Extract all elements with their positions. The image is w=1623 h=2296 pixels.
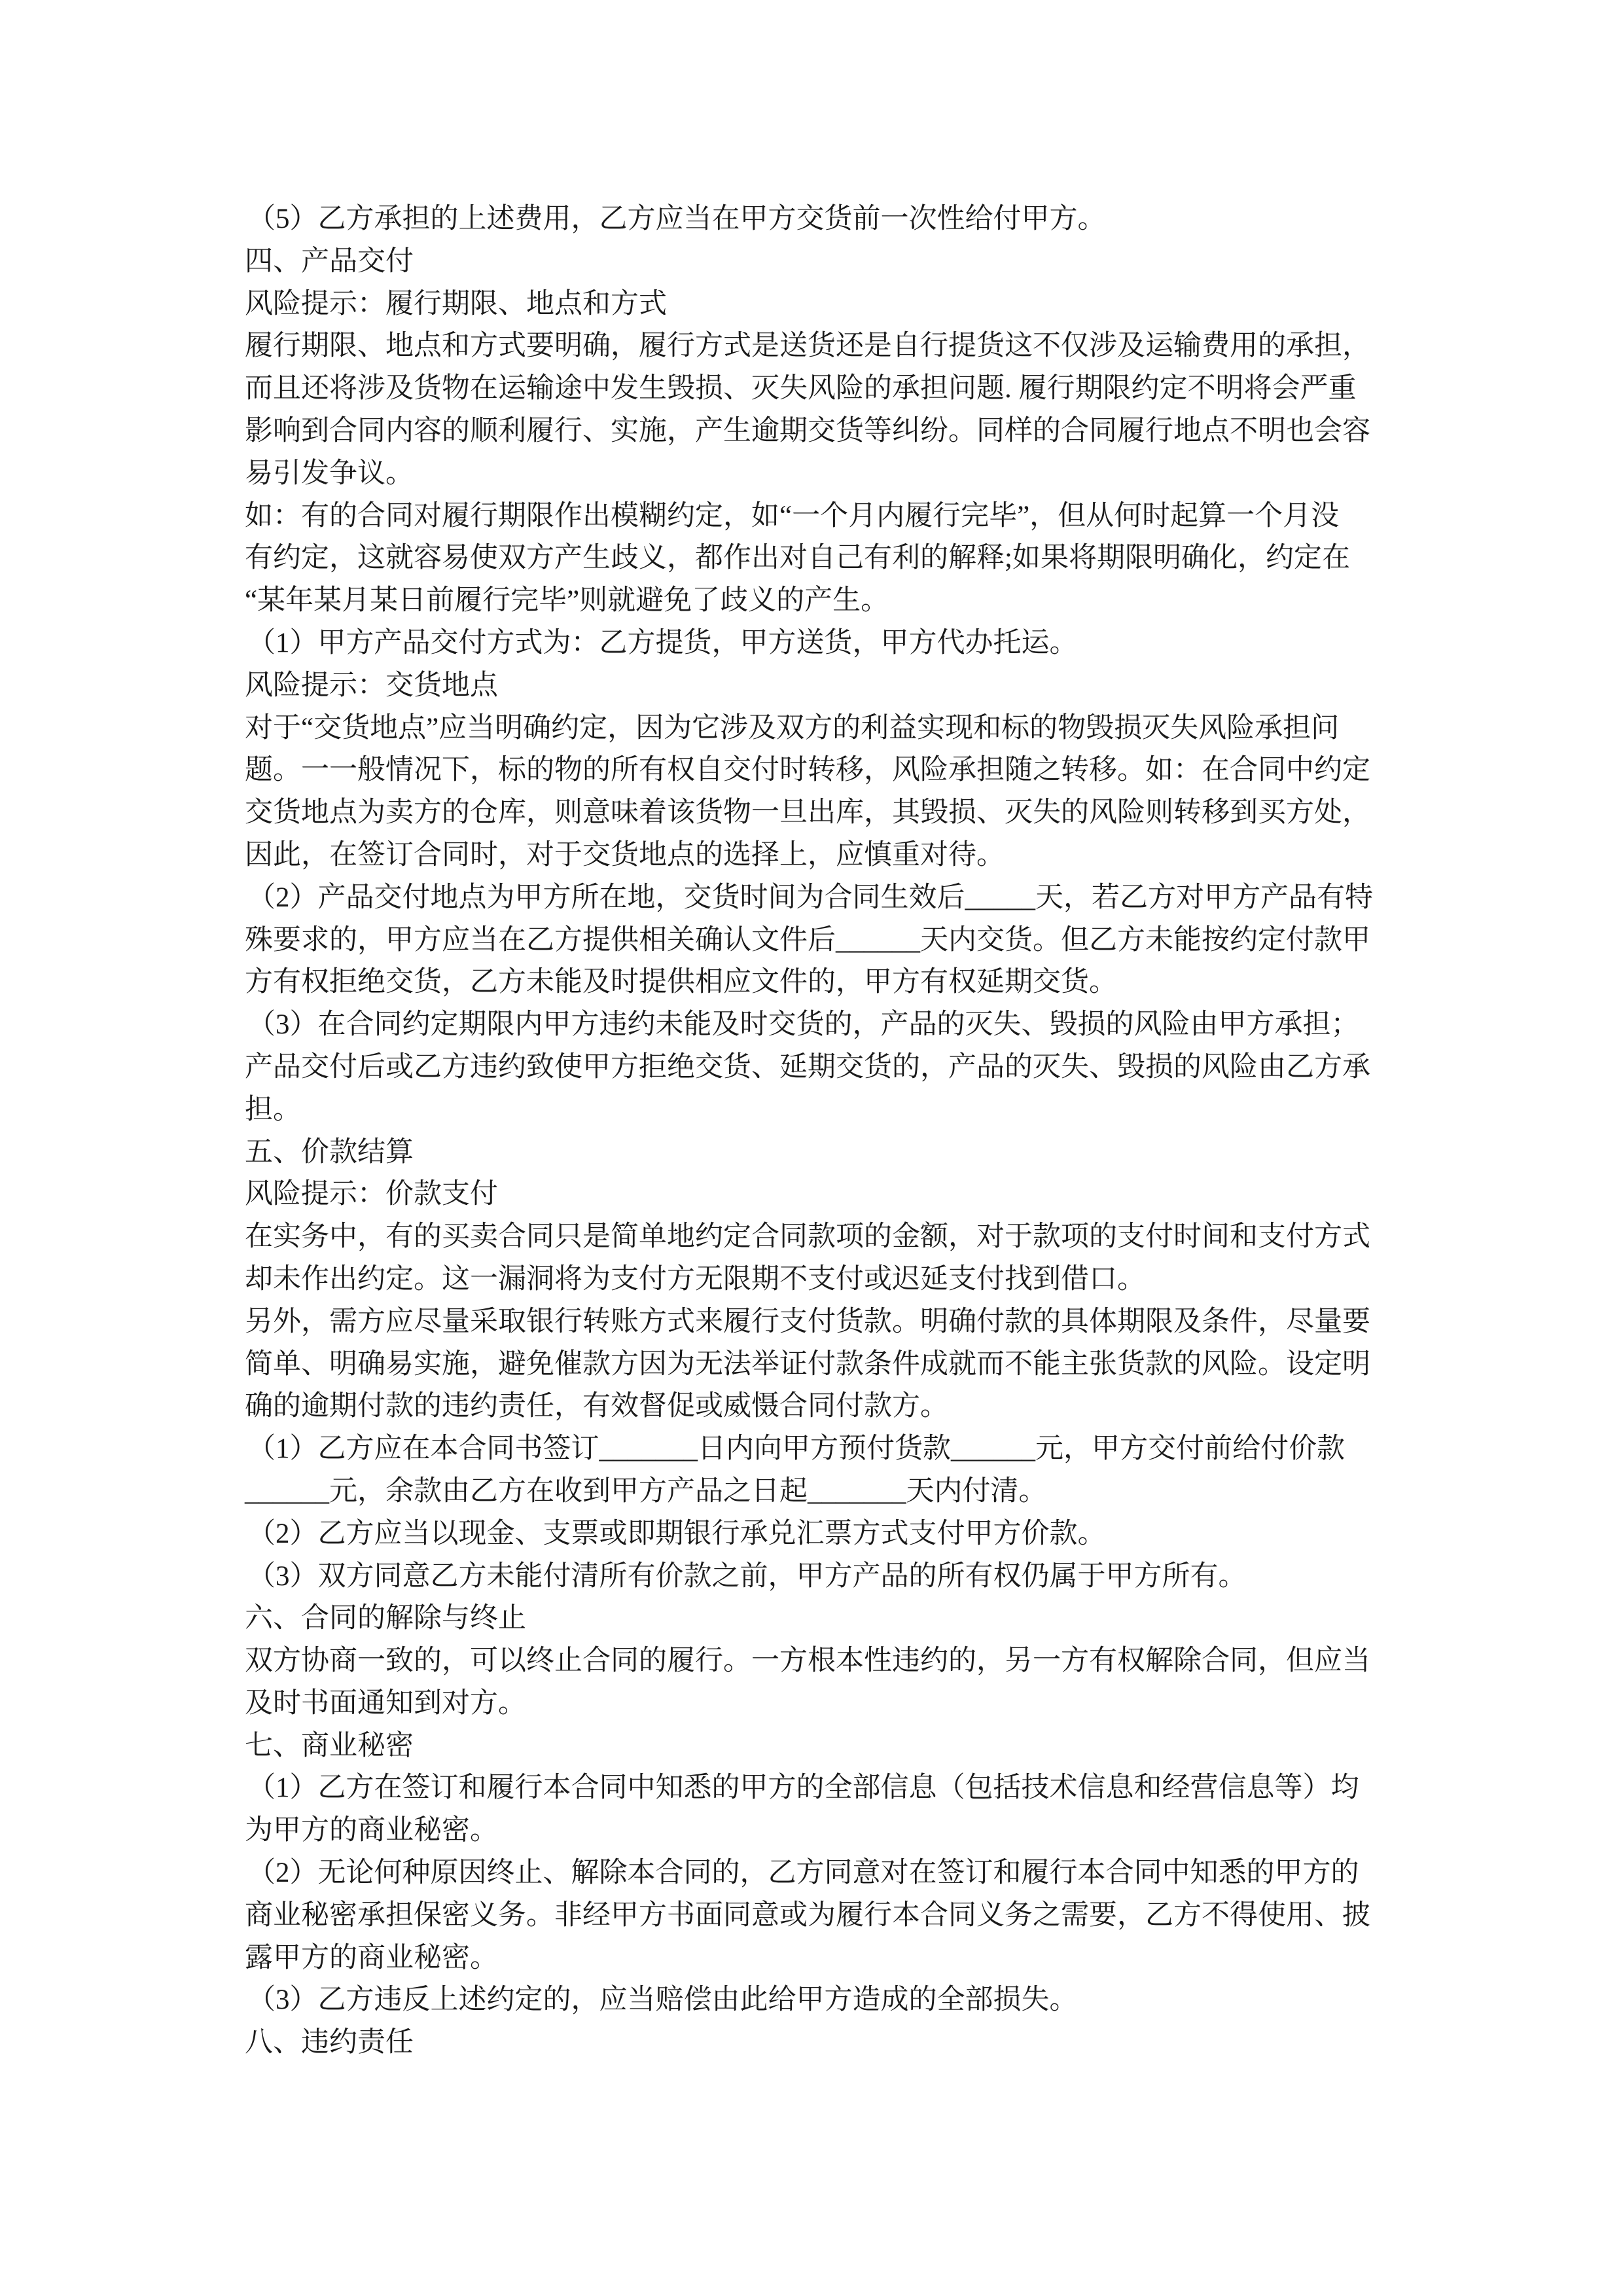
- paragraph-line: 确的逾期付款的违约责任，有效督促或威慑合同付款方。: [245, 1391, 948, 1422]
- paragraph-line: 在实务中，有的买卖合同只是简单地约定合同款项的金额，对于款项的支付时间和支付方式: [245, 1221, 1370, 1253]
- clause-line: （2）乙方应当以现金、支票或即期银行承兑汇票方式支付甲方价款。: [247, 1518, 1106, 1549]
- paragraph-line: 易引发争议。: [245, 457, 414, 489]
- section-heading: 八、违约责任: [245, 2027, 414, 2058]
- paragraph-line: 如：有的合同对履行期限作出模糊约定，如“一个月内履行完毕”，但从何时起算一个月没: [245, 500, 1340, 531]
- risk-tip-title: 风险提示：价款支付: [245, 1179, 498, 1210]
- clause-line: （1）甲方产品交付方式为：乙方提货，甲方送货，甲方代办托运。: [247, 627, 1078, 658]
- paragraph-line: 另外，需方应尽量采取银行转账方式来履行支付货款。明确付款的具体期限及条件，尽量要: [245, 1306, 1370, 1337]
- paragraph-line: 双方协商一致的，可以终止合同的履行。一方根本性违约的，另一方有权解除合同，但应当: [245, 1645, 1370, 1677]
- paragraph-line: 交货地点为卖方的仓库，则意味着该货物一旦出库，其毁损、灭失的风险则转移到买方处，: [245, 797, 1370, 829]
- section-heading: 四、产品交付: [245, 245, 414, 277]
- paragraph-line: 因此，在签订合同时，对于交货地点的选择上，应慎重对待。: [245, 839, 1005, 870]
- clause-line: （3）双方同意乙方未能付清所有价款之前，甲方产品的所有权仍属于甲方所有。: [247, 1560, 1247, 1592]
- risk-tip-title: 风险提示：交货地点: [245, 670, 498, 701]
- paragraph-line: 担。: [245, 1094, 301, 1125]
- paragraph-line: 露甲方的商业秘密。: [245, 1942, 498, 1973]
- section-heading: 五、价款结算: [245, 1136, 414, 1168]
- paragraph-line: 而且还将涉及货物在运输途中发生毁损、灭失风险的承担问题. 履行期限约定不明将会严重: [245, 373, 1357, 404]
- paragraph-line: 商业秘密承担保密义务。非经甲方书面同意或为履行本合同义务之需要，乙方不得使用、披: [245, 1899, 1370, 1931]
- paragraph-line: 简单、明确易实施，避免催款方因为无法举证付款条件成就而不能主张货款的风险。设定明: [245, 1348, 1370, 1380]
- clause-line: （5）乙方承担的上述费用，乙方应当在甲方交货前一次性给付甲方。: [247, 204, 1106, 234]
- paragraph-line: 题。一一般情况下，标的物的所有权自交付时转移，风险承担随之转移。如：在合同中约定: [245, 755, 1370, 786]
- paragraph-line: 及时书面通知到对方。: [245, 1687, 526, 1719]
- clause-line: （1）乙方应在本合同书签订_______日内向甲方预付货款______元，甲方交付前给付价款: [247, 1433, 1345, 1465]
- paragraph-line: ______元，余款由乙方在收到甲方产品之日起_______天内付清。: [245, 1475, 1047, 1507]
- paragraph-line: 产品交付后或乙方违约致使甲方拒绝交货、延期交货的，产品的灭失、毁损的风险由乙方承: [245, 1051, 1370, 1083]
- section-heading: 七、商业秘密: [245, 1730, 414, 1761]
- paragraph-line: 影响到合同内容的顺利履行、实施，产生逾期交货等纠纷。同样的合同履行地点不明也会容: [245, 415, 1370, 446]
- document-page: [245, 198, 1397, 2064]
- paragraph-line: 方有权拒绝交货，乙方未能及时提供相应文件的，甲方有权延期交货。: [245, 967, 1117, 998]
- clause-line: （1）乙方在签订和履行本合同中知悉的甲方的全部信息（包括技术信息和经营信息等）均: [247, 1772, 1359, 1804]
- paragraph-line: 为甲方的商业秘密。: [245, 1815, 498, 1846]
- paragraph-line: 殊要求的，甲方应当在乙方提供相关确认文件后______天内交货。但乙方未能按约定付款甲: [245, 924, 1370, 956]
- clause-line: （2）无论何种原因终止、解除本合同的，乙方同意对在签订和履行本合同中知悉的甲方的: [247, 1857, 1359, 1889]
- paragraph-line: “某年某月某日前履行完毕”则就避免了歧义的产生。: [245, 585, 889, 617]
- section-heading: 六、合同的解除与终止: [245, 1603, 526, 1634]
- clause-line: （3）在合同约定期限内甲方违约未能及时交货的，产品的灭失、毁损的风险由甲方承担；: [247, 1009, 1359, 1041]
- risk-tip-title: 风险提示：履行期限、地点和方式: [245, 288, 667, 319]
- clause-line: （3）乙方违反上述约定的，应当赔偿由此给甲方造成的全部损失。: [247, 1984, 1078, 2016]
- paragraph-line: 却未作出约定。这一漏洞将为支付方无限期不支付或迟延支付找到借口。: [245, 1263, 1145, 1295]
- paragraph-line: 有约定，这就容易使双方产生歧义，都作出对自己有利的解释;如果将期限明确化，约定在: [245, 543, 1350, 574]
- paragraph-line: 对于“交货地点”应当明确约定，因为它涉及双方的利益实现和标的物毁损灭失风险承担问: [245, 712, 1340, 744]
- clause-line: （2）产品交付地点为甲方所在地，交货时间为合同生效后_____天，若乙方对甲方产品有特: [247, 882, 1373, 913]
- paragraph-line: 履行期限、地点和方式要明确，履行方式是送货还是自行提货这不仅涉及运输费用的承担，: [245, 331, 1370, 362]
